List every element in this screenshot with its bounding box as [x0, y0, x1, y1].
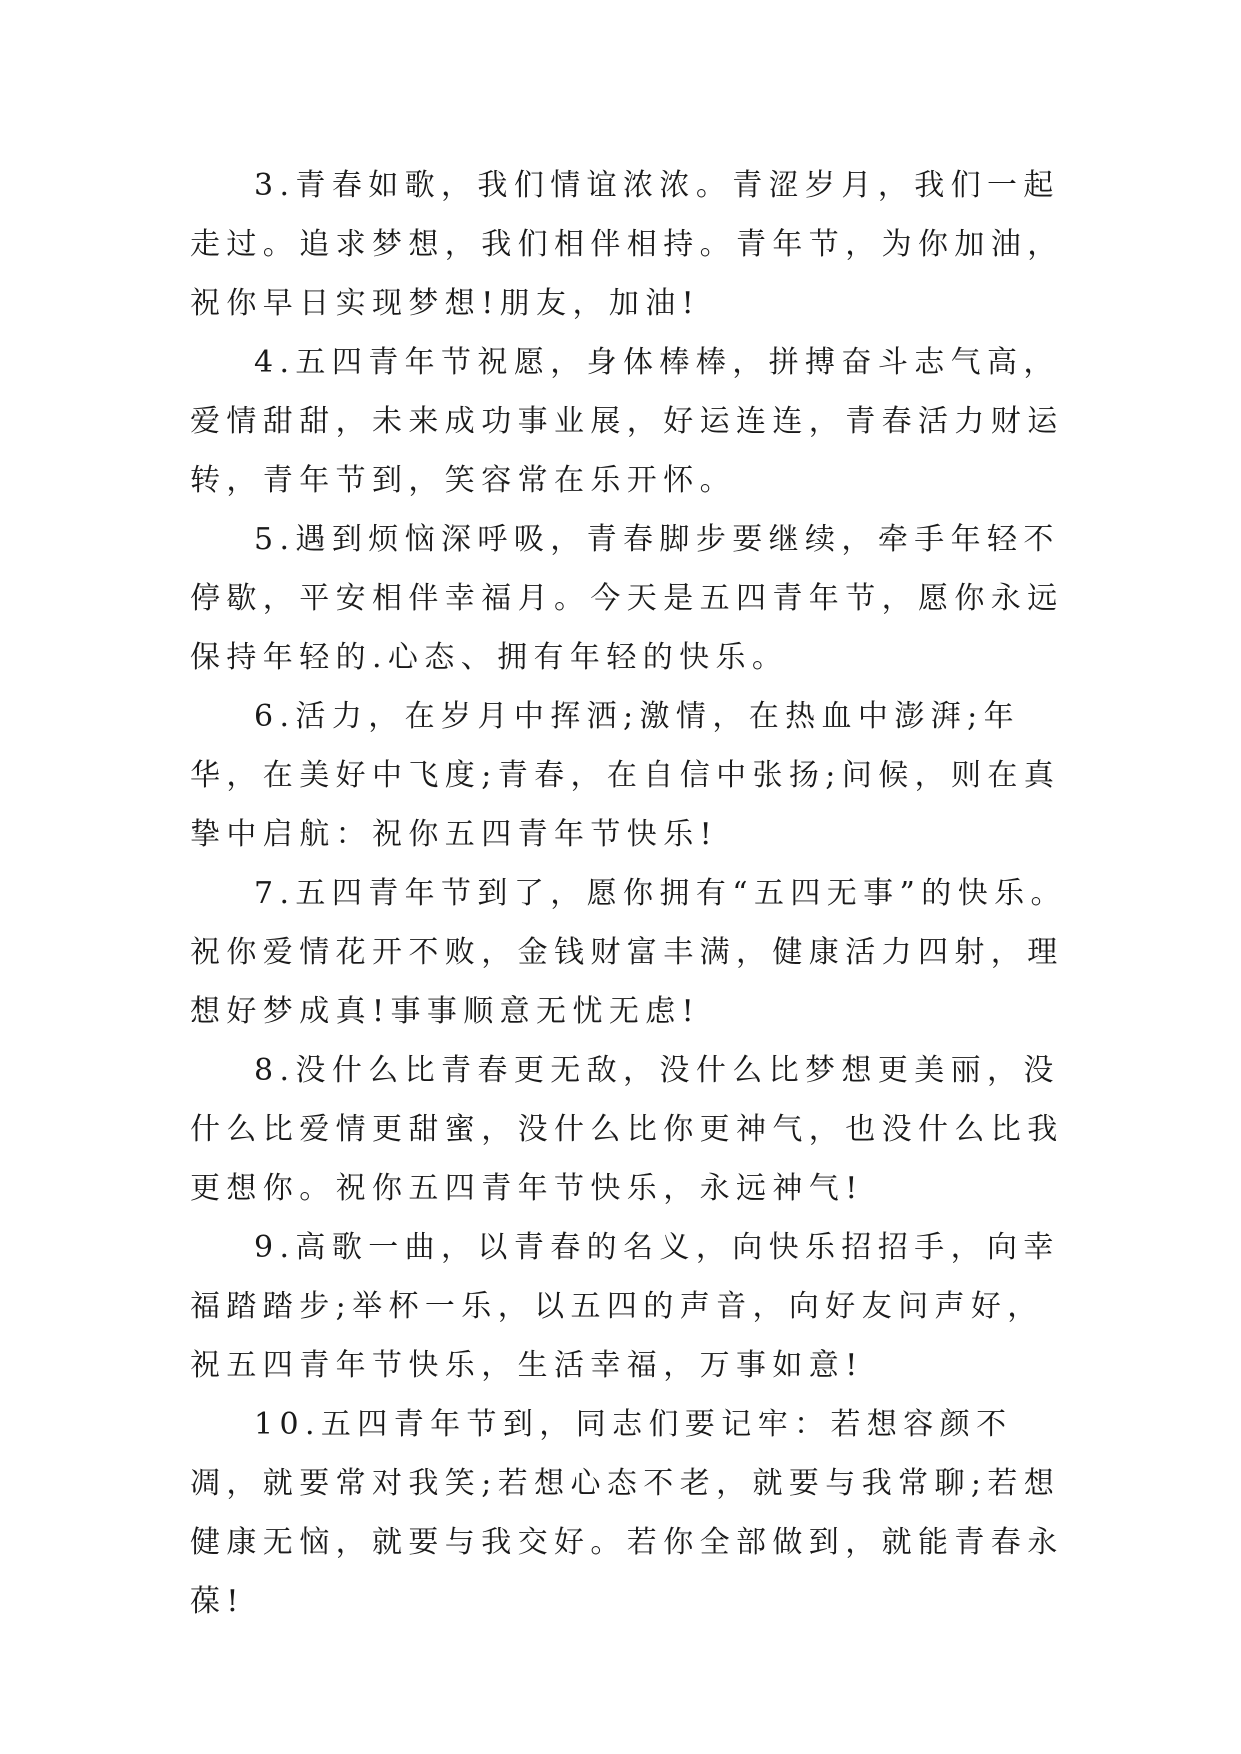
paragraph-10: 10.五四青年节到，同志们要记牢：若想容颜不凋，就要常对我笑;若想心态不老，就要与我常聊;若想健康无恼，就要与我交好。若你全部做到，就能青春永葆!: [190, 1407, 1064, 1619]
paragraph-6: 6.活力，在岁月中挥洒;激情，在热血中澎湃;年华，在美好中飞度;青春，在自信中张扬;问候，则在真挚中启航：祝你五四青年节快乐!: [190, 699, 1061, 852]
paragraph-3: 3.青春如歌，我们情谊浓浓。青涩岁月，我们一起走过。追求梦想，我们相伴相持。青年节，为你加油，祝你早日实现梦想!朋友，加油!: [190, 168, 1064, 321]
paragraph-4: 4.五四青年节祝愿，身体棒棒，拼搏奋斗志气高，爱情甜甜，未来成功事业展，好运连连，青春活力财运转，青年节到，笑容常在乐开怀。: [190, 345, 1064, 498]
paragraph-9: 9.高歌一曲，以青春的名义，向快乐招招手，向幸福踏踏步;举杯一乐，以五四的声音，向好友问声好，祝五四青年节快乐，生活幸福，万事如意!: [190, 1230, 1060, 1383]
paragraph-8: 8.没什么比青春更无敌，没什么比梦想更美丽，没什么比爱情更甜蜜，没什么比你更神气，也没什么比我更想你。祝你五四青年节快乐，永远神气!: [190, 1053, 1064, 1206]
paragraph-7: 7.五四青年节到了，愿你拥有“五四无事”的快乐。祝你爱情花开不败，金钱财富丰满，健康活力四射，理想好梦成真!事事顺意无忧无虑!: [190, 876, 1067, 1029]
document-body: [190, 156, 1070, 1631]
paragraph-5: 5.遇到烦恼深呼吸，青春脚步要继续，牵手年轻不停歇，平安相伴幸福月。今天是五四青年节，愿你永远保持年轻的.心态、拥有年轻的快乐。: [190, 522, 1064, 675]
